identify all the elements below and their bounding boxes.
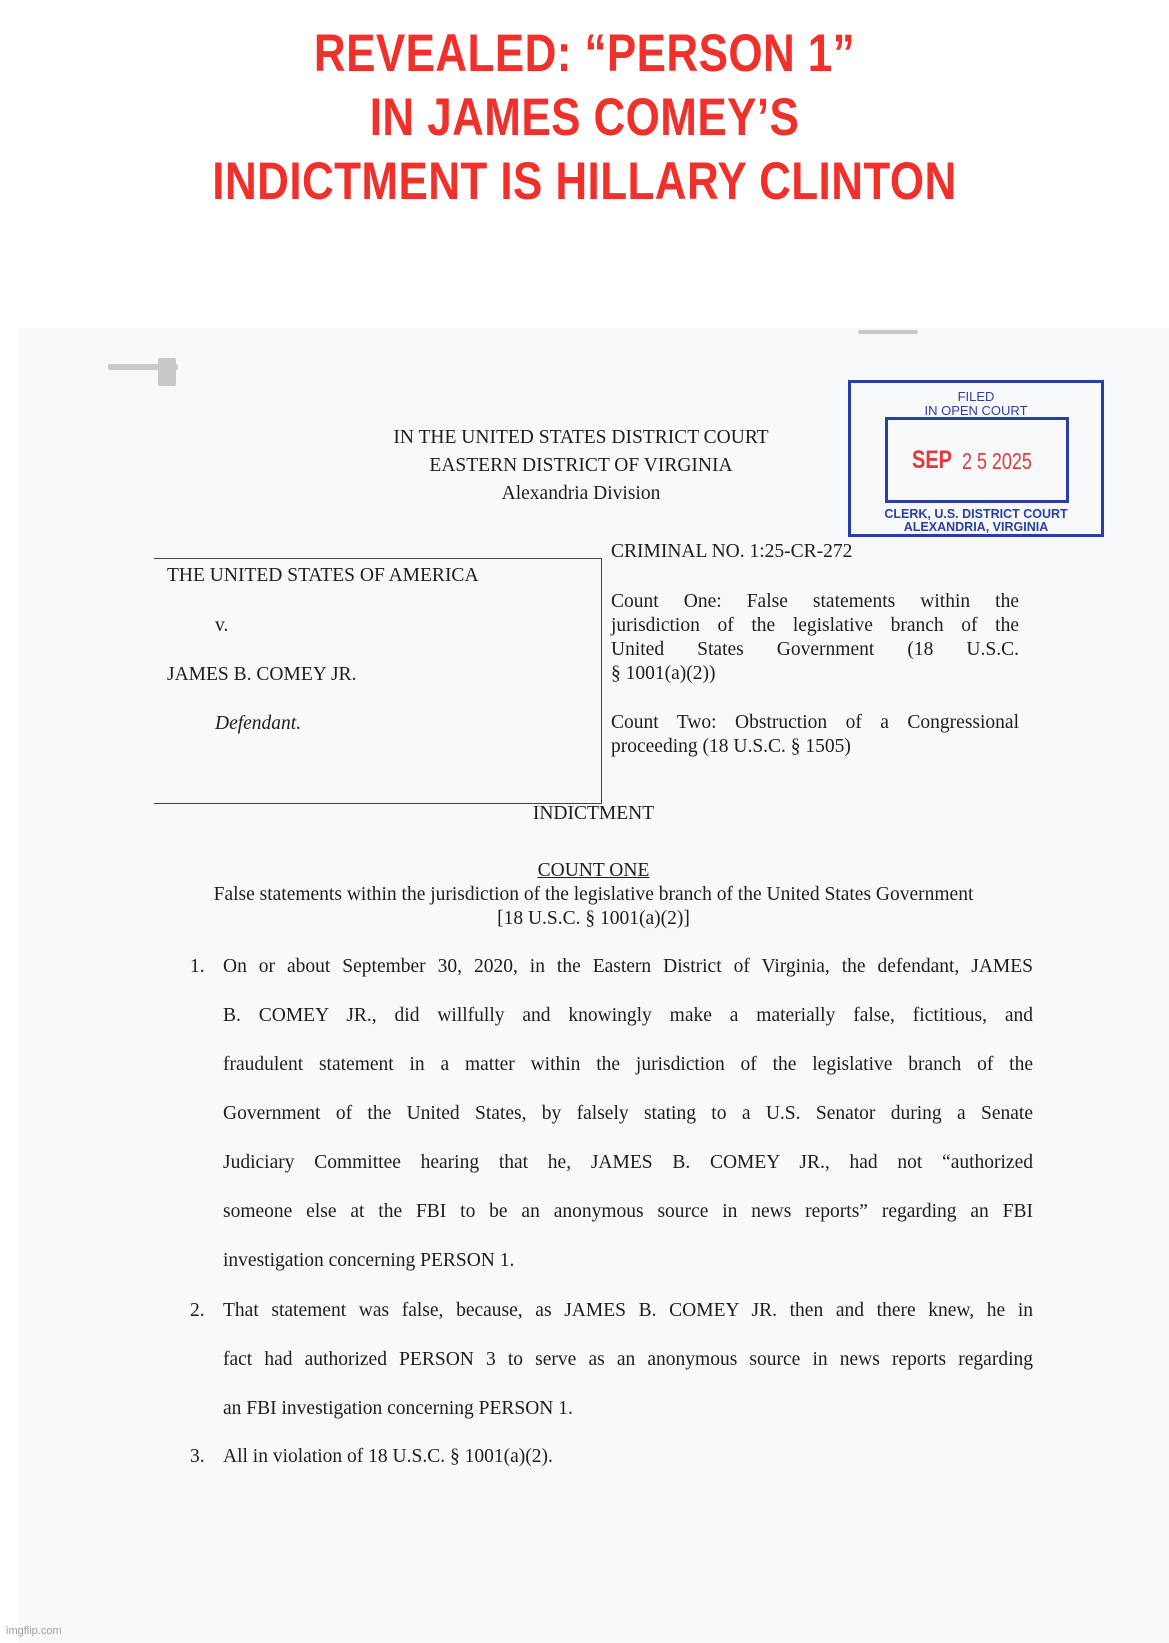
count-two-summary-line: Count Two: Obstruction of a Congressional — [611, 712, 1019, 733]
count-one-citation: [18 U.S.C. § 1001(a)(2)] — [497, 908, 690, 929]
criminal-number: CRIMINAL NO. 1:25-CR-272 — [611, 541, 853, 562]
stamp-clerk-line-1: CLERK, U.S. DISTRICT COURT — [884, 507, 1068, 521]
paragraph-line: fact had authorized PERSON 3 to serve as an anonymous source in news reports regarding — [223, 1349, 1033, 1370]
count-two-summary-line: proceeding (18 U.S.C. § 1505) — [611, 736, 851, 757]
count-one-summary-line: § 1001(a)(2)) — [611, 663, 716, 684]
paragraph-number: 3. — [190, 1446, 205, 1467]
paragraph-line: fraudulent statement in a matter within the jurisdiction of the legislative branch of the — [223, 1054, 1033, 1075]
count-two-summary — [611, 711, 1019, 759]
indictment-document — [18, 328, 1169, 1643]
count-one-summary-line: United States Government (18 U.S.C. — [611, 639, 1019, 660]
stamp-date-month: SEP — [912, 446, 953, 474]
stamp-date-day-year: 2 5 2025 — [962, 448, 1032, 474]
caption-defendant-name: JAMES B. COMEY JR. — [167, 664, 357, 685]
scan-speck — [858, 330, 918, 334]
paragraph-line: investigation concerning PERSON 1. — [223, 1250, 515, 1271]
court-district: EASTERN DISTRICT OF VIRGINIA — [429, 455, 733, 476]
paragraph-line: Government of the United States, by falsely stating to a U.S. Senator during a Senate — [223, 1103, 1033, 1124]
caption-versus: v. — [215, 615, 229, 636]
court-name: IN THE UNITED STATES DISTRICT COURT — [393, 427, 769, 448]
paragraph-3 — [223, 1445, 1033, 1469]
caption-defendant-label: Defendant. — [215, 713, 302, 734]
paragraph-1 — [223, 955, 1033, 1298]
paragraph-number: 2. — [190, 1300, 205, 1321]
paragraph-line: Judiciary Committee hearing that he, JAMES B. COMEY JR., had not “authorized — [223, 1152, 1033, 1173]
paragraph-line: On or about September 30, 2020, in the Eastern District of Virginia, the defendant, JAMES — [223, 956, 1033, 977]
headline-line-2: IN JAMES COMEY’S — [369, 88, 800, 147]
stamp-filed: FILED — [957, 389, 995, 404]
paragraph-number: 1. — [190, 956, 205, 977]
headline-line-1: REVEALED: “PERSON 1” — [313, 24, 856, 83]
caption-plaintiff: THE UNITED STATES OF AMERICA — [167, 565, 479, 586]
paragraph-line: an FBI investigation concerning PERSON 1. — [223, 1398, 573, 1419]
paragraph-line: That statement was false, because, as JAMES B. COMEY JR. then and there knew, he in — [223, 1300, 1033, 1321]
stamp-in-open-court: IN OPEN COURT — [924, 403, 1028, 418]
headline — [99, 22, 1069, 214]
paragraph-line: All in violation of 18 U.S.C. § 1001(a)(2). — [223, 1446, 553, 1467]
count-one-subheading: False statements within the jurisdiction of the legislative branch of the United States Government — [213, 884, 974, 905]
stamp-clerk-line-2: ALEXANDRIA, VIRGINIA — [903, 520, 1049, 534]
count-one-summary-line: jurisdiction of the legislative branch of the — [611, 615, 1019, 636]
indictment-title: INDICTMENT — [532, 803, 655, 824]
watermark: imgflip.com — [6, 1625, 62, 1637]
paragraph-line: B. COMEY JR., did willfully and knowingly make a materially false, fictitious, and — [223, 1005, 1033, 1026]
paragraph-2 — [223, 1299, 1033, 1446]
scan-speck — [158, 358, 176, 386]
count-one-heading: COUNT ONE — [537, 860, 650, 881]
court-division: Alexandria Division — [501, 483, 661, 504]
headline-line-3: INDICTMENT IS HILLARY CLINTON — [212, 152, 957, 211]
count-one-summary — [611, 590, 1019, 686]
paragraph-line: someone else at the FBI to be an anonymous source in news reports” regarding an FBI — [223, 1201, 1033, 1222]
count-one-summary-line: Count One: False statements within the — [611, 591, 1019, 612]
